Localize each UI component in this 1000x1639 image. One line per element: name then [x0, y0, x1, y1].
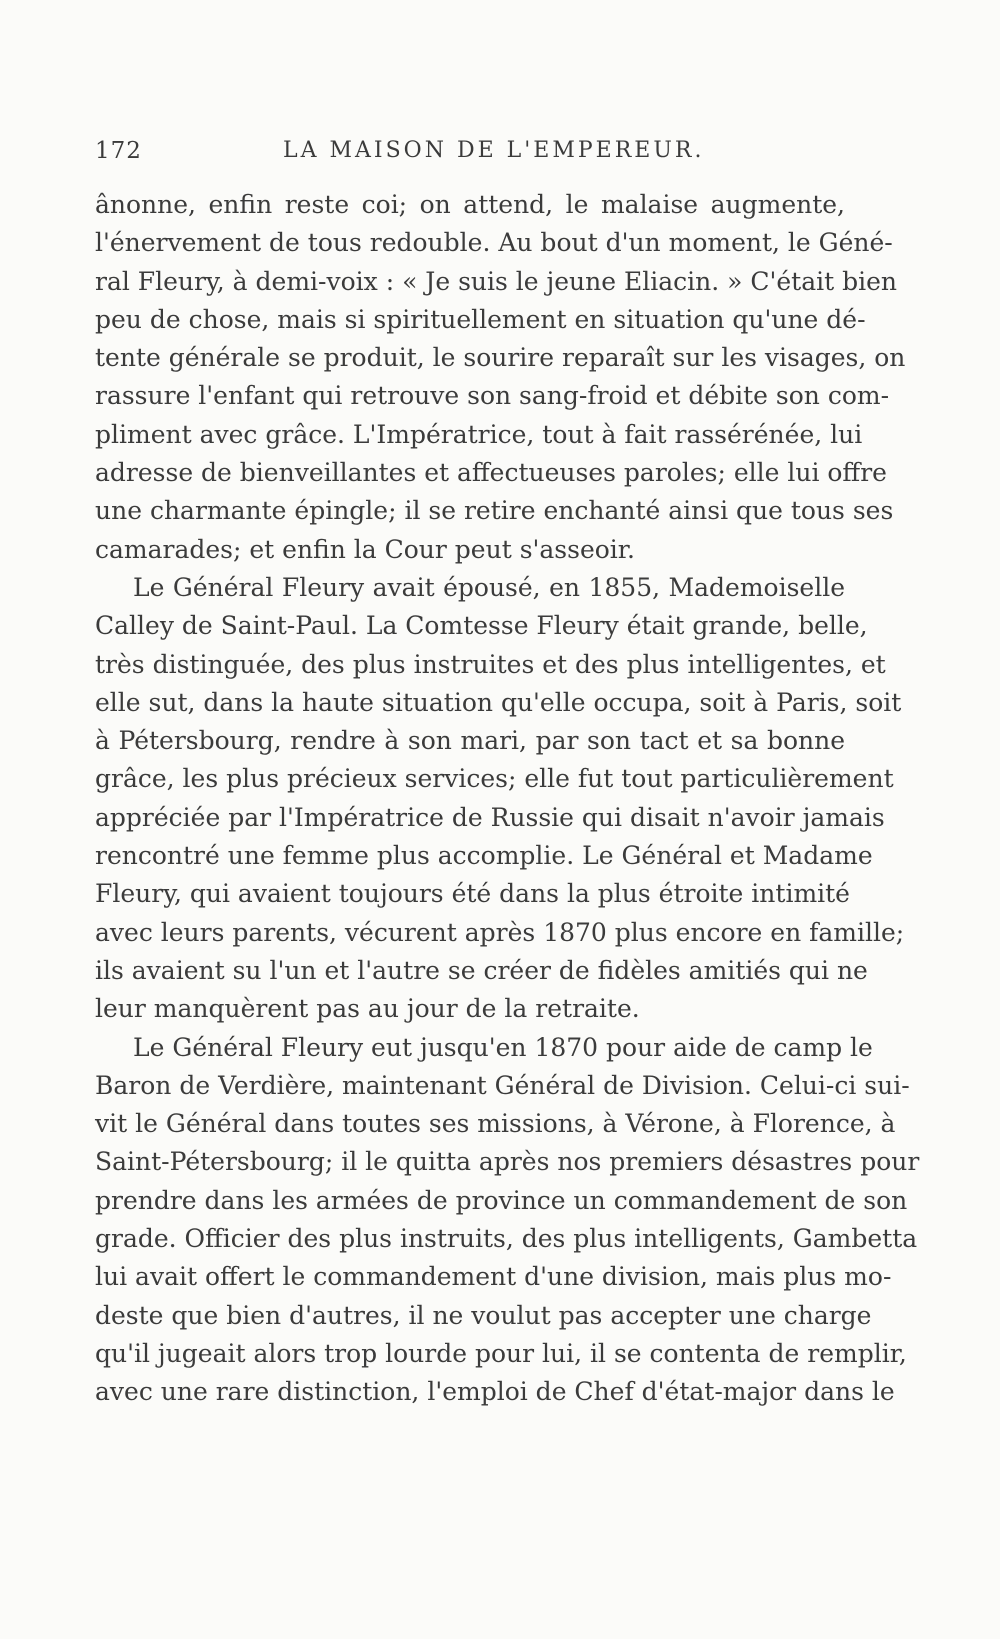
- text-line: Le Général Fleury avait épousé, en 1855, Mademoiselle: [133, 572, 845, 602]
- text-line: très distinguée, des plus instruites et des plus intelligentes, et: [95, 649, 886, 679]
- text-line: leur manquèrent pas au jour de la retraite.: [95, 994, 640, 1024]
- text-line: avec une rare distinction, l'emploi de Chef d'état-major dans le: [95, 1377, 895, 1407]
- page-number: 172: [95, 138, 142, 164]
- text-line: ral Fleury, à demi-voix : « Je suis le jeune Eliacin. » C'était bien: [95, 266, 898, 296]
- text-line: une charmante épingle; il se retire enchanté ainsi que tous ses: [95, 496, 894, 526]
- paragraph-1: [95, 186, 906, 569]
- text-line: Fleury, qui avaient toujours été dans la plus étroite intimité: [95, 879, 850, 909]
- text-line: elle sut, dans la haute situation qu'elle occupa, soit à Paris, soit: [95, 687, 902, 717]
- text-line: Calley de Saint-Paul. La Comtesse Fleury était grande, belle,: [95, 611, 868, 641]
- text-line: lui avait offert le commandement d'une division, mais plus mo-: [95, 1262, 892, 1292]
- text-line: grâce, les plus précieux services; elle fut tout particulièrement: [95, 764, 894, 794]
- paragraph-2: [95, 569, 905, 1029]
- text-line: tente générale se produit, le sourire reparaît sur les visages, on: [95, 343, 906, 373]
- text-line: Baron de Verdière, maintenant Général de Division. Celui-ci sui-: [95, 1070, 910, 1100]
- text-line: grade. Officier des plus instruits, des plus intelligents, Gambetta: [95, 1224, 918, 1254]
- text-line: ils avaient su l'un et l'autre se créer de fidèles amitiés qui ne: [95, 955, 868, 985]
- text-line: deste que bien d'autres, il ne voulut pas accepter une charge: [95, 1300, 872, 1330]
- text-line: à Pétersbourg, rendre à son mari, par son tact et sa bonne: [95, 726, 845, 756]
- running-head: LA MAISON DE L'EMPEREUR.: [283, 138, 705, 163]
- text-line: appréciée par l'Impératrice de Russie qui disait n'avoir jamais: [95, 802, 885, 832]
- page-header: [95, 132, 845, 172]
- text-line: prendre dans les armées de province un commandement de son: [95, 1185, 908, 1215]
- text-line: Le Général Fleury eut jusqu'en 1870 pour aide de camp le: [133, 1032, 873, 1062]
- text-line: ânonne, enfin reste coi; on attend, le malaise augmente,: [95, 190, 845, 219]
- text-line: l'énervement de tous redouble. Au bout d'un moment, le Géné-: [95, 228, 893, 258]
- text-line: avec leurs parents, vécurent après 1870 plus encore en famille;: [95, 917, 905, 947]
- text-line: rencontré une femme plus accomplie. Le Général et Madame: [95, 841, 873, 871]
- text-line: rassure l'enfant qui retrouve son sang-froid et débite son com-: [95, 381, 890, 411]
- paragraph-3: [95, 1029, 920, 1412]
- text-line: camarades; et enfin la Cour peut s'asseoir.: [95, 534, 635, 564]
- text-line: peu de chose, mais si spirituellement en situation qu'une dé-: [95, 304, 866, 334]
- text-line: Saint-Pétersbourg; il le quitta après nos premiers désastres pour: [95, 1147, 920, 1177]
- text-line: adresse de bienveillantes et affectueuses paroles; elle lui offre: [95, 458, 887, 488]
- body-text: [95, 186, 920, 1412]
- text-line: qu'il jugeait alors trop lourde pour lui, il se contenta de remplir,: [95, 1338, 907, 1368]
- text-line: pliment avec grâce. L'Impératrice, tout à fait rassérénée, lui: [95, 419, 863, 449]
- text-line: vit le Général dans toutes ses missions, à Vérone, à Florence, à: [95, 1109, 896, 1139]
